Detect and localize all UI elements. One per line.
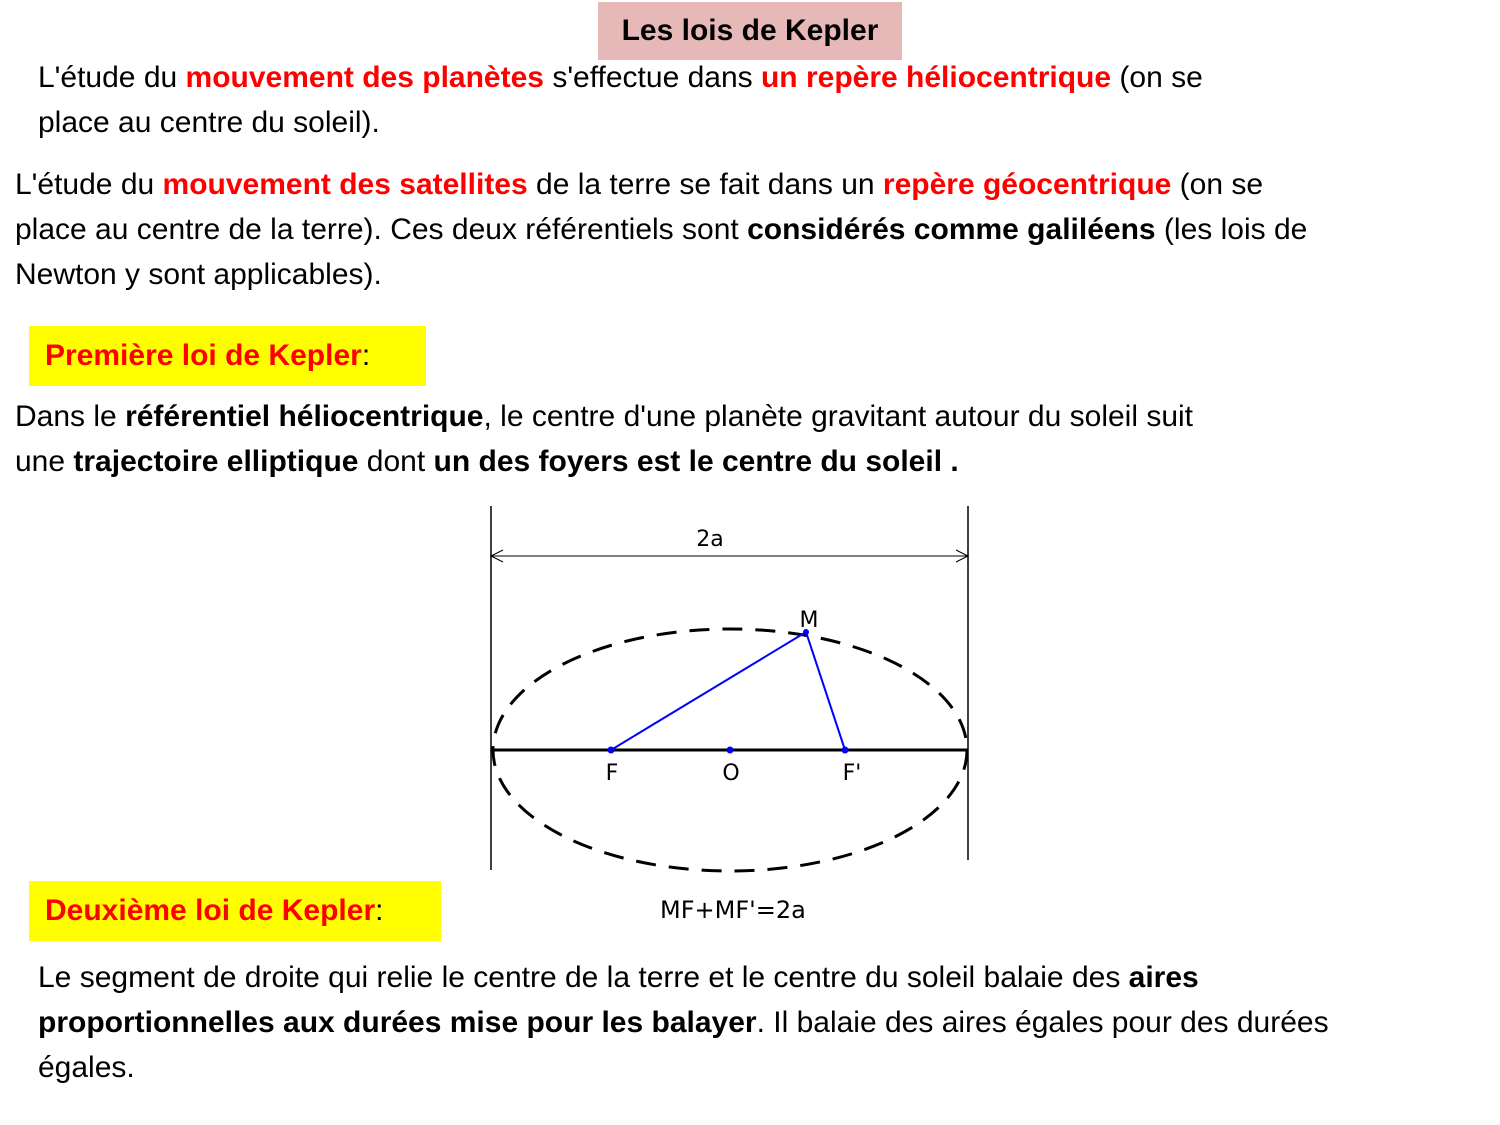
bold-focus-sun: un des foyers est le centre du soleil . — [433, 445, 959, 478]
text: Dans le — [15, 400, 126, 433]
colon: : — [375, 894, 384, 927]
text: place au centre de la terre). Ces deux référentiels sont — [15, 213, 748, 246]
focus-f-point — [608, 747, 615, 754]
highlight-planet-motion: mouvement des planètes — [185, 61, 544, 94]
text: L'étude du — [15, 168, 163, 201]
second-law-text — [38, 955, 1329, 1090]
intro2-line-3: Newton y sont applicables). — [15, 258, 382, 291]
highlight-satellite-motion: mouvement des satellites — [162, 168, 528, 201]
text: une — [15, 445, 74, 478]
text: L'étude du — [38, 61, 186, 94]
text: Le segment de droite qui relie le centre de la terre et le centre du soleil balaie des — [38, 961, 1129, 994]
text: . Il balaie des aires égales pour des durées — [756, 1006, 1329, 1039]
intro-paragraph-2 — [15, 162, 1307, 297]
bold-proportional: proportionnelles aux durées mise pour les balayer — [38, 1006, 757, 1039]
second-law-title: Deuxième loi de Kepler — [45, 894, 376, 927]
text: de la terre se fait dans un — [527, 168, 883, 201]
second-law-heading — [29, 881, 441, 941]
segment-mf-prime — [806, 632, 845, 750]
law2-line-3: égales. — [38, 1051, 135, 1084]
colon: : — [361, 339, 371, 372]
first-law-text — [15, 394, 1193, 484]
text: s'effectue dans — [543, 61, 761, 94]
intro2-line-2 — [15, 207, 1307, 252]
bold-heliocentric: référentiel héliocentrique — [125, 400, 484, 433]
label-o: O — [722, 761, 740, 786]
text: (les lois de — [1155, 213, 1308, 246]
figure-caption: MF+MF'=2a — [660, 896, 806, 924]
label-f-prime: F' — [842, 761, 862, 786]
law1-line-1 — [15, 394, 1193, 439]
text: dont — [358, 445, 434, 478]
law2-line-1 — [38, 955, 1329, 1000]
law2-line-2 — [38, 1000, 1329, 1045]
label-m: M — [799, 608, 819, 633]
highlight-heliocentric-frame: un repère héliocentrique — [760, 61, 1112, 94]
focus-f-prime-point — [842, 747, 849, 754]
text: (on se — [1111, 61, 1203, 94]
page-title-text: Les lois de Kepler — [621, 14, 879, 47]
label-f: F — [605, 761, 619, 786]
bold-galilean: considérés comme galiléens — [747, 213, 1156, 246]
intro1-line-2: place au centre du soleil). — [38, 106, 380, 139]
intro-paragraph-1 — [38, 55, 1203, 145]
bold-elliptic: trajectoire elliptique — [73, 445, 359, 478]
text: , le centre d'une planète gravitant autour du soleil suit — [483, 400, 1194, 433]
text: (on se — [1171, 168, 1264, 201]
segment-mf — [611, 632, 806, 750]
law1-line-2 — [15, 439, 1193, 484]
intro2-line-1 — [15, 162, 1307, 207]
center-o-point — [727, 747, 734, 754]
intro1-line-1 — [38, 55, 1203, 100]
bold-areas: aires — [1128, 961, 1199, 994]
page-title — [598, 2, 902, 60]
highlight-geocentric-frame: repère géocentrique — [882, 168, 1172, 201]
first-law-title: Première loi de Kepler — [45, 339, 362, 372]
first-law-heading — [29, 326, 426, 386]
label-2a: 2a — [696, 527, 724, 552]
ellipse-diagram — [480, 500, 990, 880]
